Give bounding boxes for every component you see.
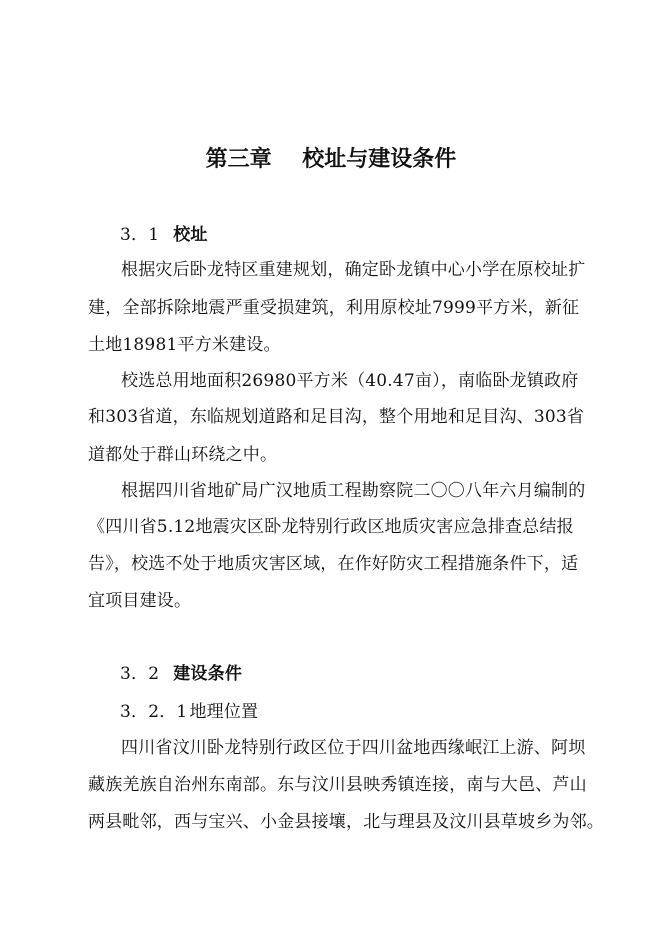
paragraph-line: 道都处于群山环绕之中。 bbox=[88, 445, 278, 465]
paragraph-line: 两县毗邻，西与宝兴、小金县接壤，北与理县及汶川县草坡乡为邻。 bbox=[88, 812, 604, 832]
paragraph-line: 《四川省5.12地震灾区卧龙特别行政区地质灾害应急排查总结报 bbox=[88, 517, 574, 537]
section-heading-3-1 bbox=[120, 224, 208, 246]
section-heading-3-2 bbox=[120, 663, 242, 685]
subsection-title: 地理位置 bbox=[189, 702, 259, 722]
section-number: 3．1 bbox=[120, 225, 160, 245]
paragraph-line: 根据四川省地矿局广汉地质工程勘察院二〇〇八年六月编制的 bbox=[121, 481, 586, 501]
paragraph-line: 和303省道，东临规划道路和足目沟，整个用地和足目沟、303省 bbox=[88, 407, 585, 427]
paragraph-line: 四川省汶川卧龙特别行政区位于四川盆地西缘岷江上游、阿坝 bbox=[121, 738, 586, 758]
section-number: 3．2 bbox=[120, 664, 160, 684]
paragraph-line: 宜项目建设。 bbox=[88, 591, 192, 611]
section-title: 校址 bbox=[173, 225, 208, 245]
paragraph-line: 校选总用地面积26980平方米（40.47亩），南临卧龙镇政府 bbox=[121, 371, 579, 391]
subsection-heading-3-2-1 bbox=[120, 701, 258, 723]
chapter-title: 第三章 校址与建设条件 bbox=[205, 146, 457, 172]
subsection-number: 3．2．1 bbox=[120, 702, 188, 722]
paragraph-line: 根据灾后卧龙特区重建规划，确定卧龙镇中心小学在原校址扩 bbox=[121, 260, 586, 280]
paragraph-line: 建，全部拆除地震严重受损建筑，利用原校址7999平方米，新征 bbox=[88, 298, 580, 318]
paragraph-line: 告》，校选不处于地质灾害区域，在作好防灾工程措施条件下，适 bbox=[88, 554, 579, 574]
paragraph-line: 土地18981平方米建设。 bbox=[88, 335, 281, 355]
paragraph-line: 藏族羌族自治州东南部。东与汶川县映秀镇连接，南与大邑、芦山 bbox=[88, 775, 587, 795]
section-title: 建设条件 bbox=[173, 664, 243, 684]
